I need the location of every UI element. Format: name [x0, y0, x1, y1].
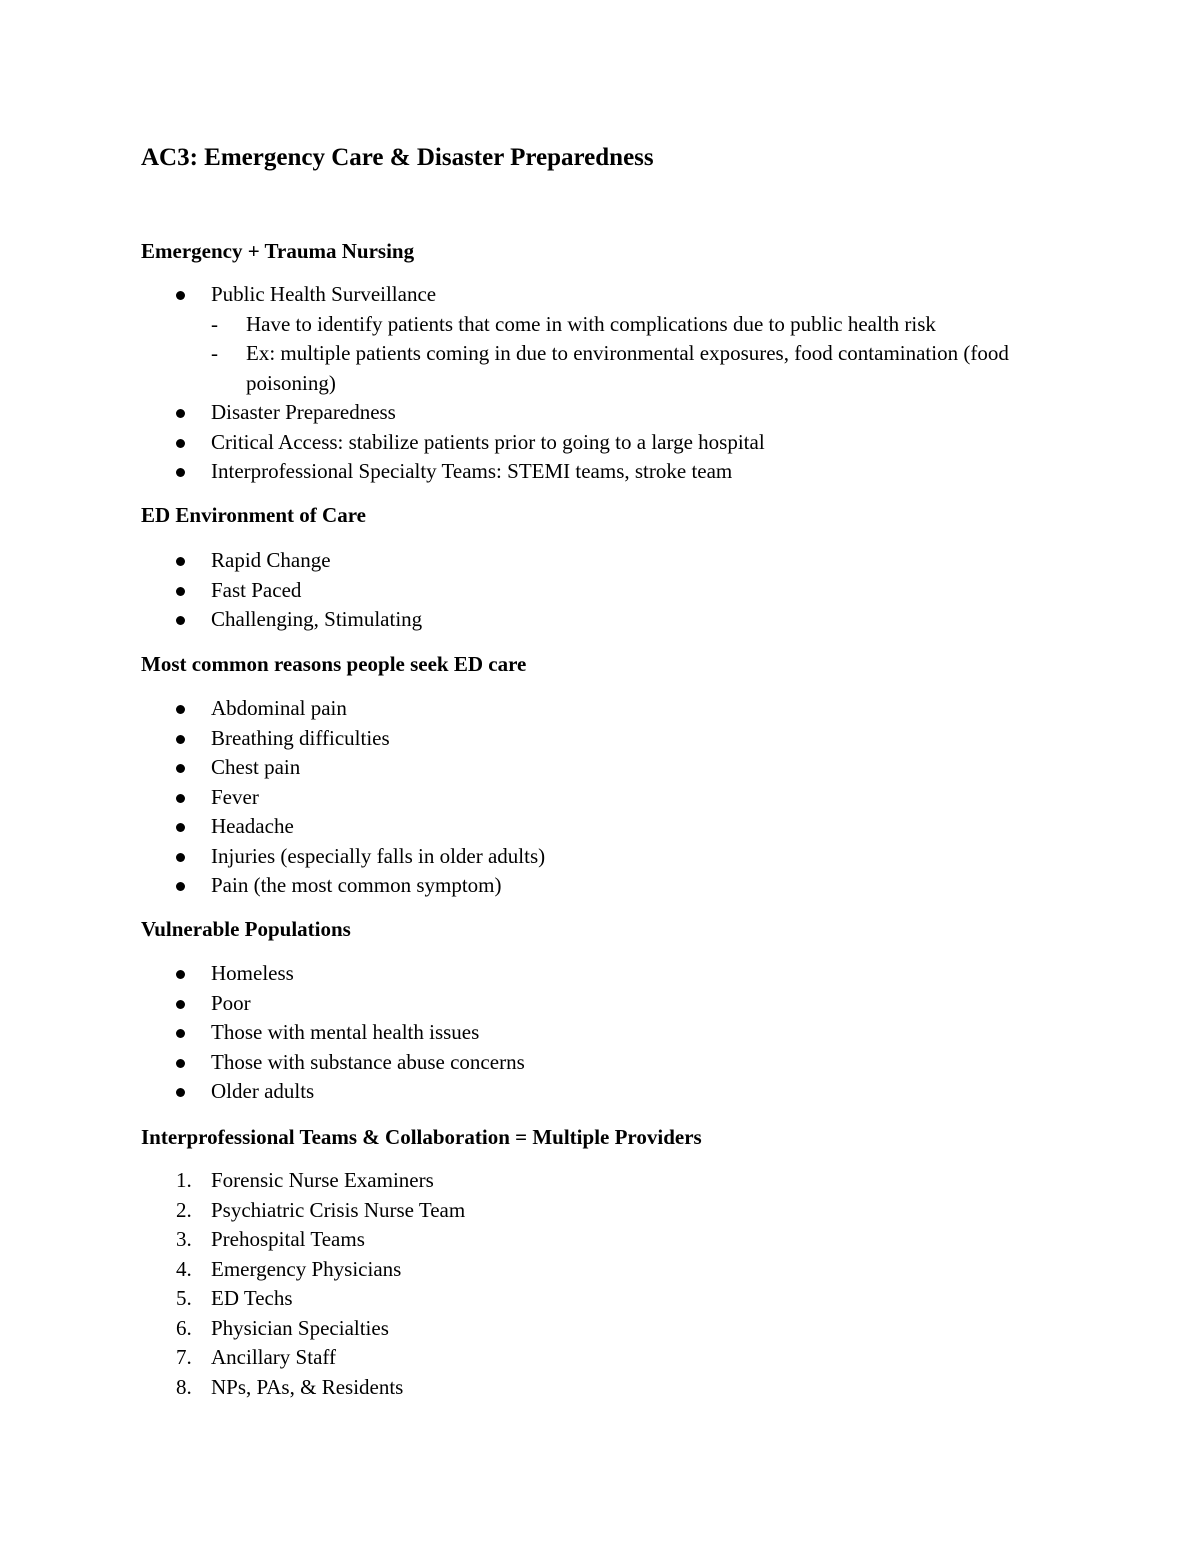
- list-item-text: Those with substance abuse concerns: [211, 1049, 525, 1074]
- bullet-icon: [176, 468, 185, 477]
- list-item: [0, 812, 545, 842]
- numbered-list-item: [0, 1196, 465, 1226]
- list-item: [0, 753, 545, 783]
- dash-marker: -: [211, 311, 218, 336]
- list-number: 4.: [176, 1256, 192, 1281]
- list-item: [0, 576, 422, 606]
- list-item-text: ED Techs: [211, 1286, 293, 1310]
- list-item-text: Psychiatric Crisis Nurse Team: [211, 1197, 466, 1222]
- bullet-icon: [176, 705, 185, 714]
- bullet-icon: [176, 616, 185, 625]
- numbered-list-item: [0, 1373, 465, 1403]
- list-item: [0, 546, 422, 576]
- list-item-text: Pain (the most common symptom): [211, 873, 502, 897]
- list-item-text: Emergency Physicians: [211, 1256, 402, 1281]
- bullet-icon: [176, 853, 185, 862]
- list-item: [0, 1018, 525, 1048]
- list-item-text: Fever: [211, 784, 259, 809]
- numbered-list-item: [0, 1255, 465, 1285]
- numbered-list-item: [0, 1314, 465, 1344]
- section-heading-emergency-trauma: Emergency + Trauma Nursing: [141, 239, 415, 263]
- list-item: [0, 959, 525, 989]
- list-item-text: Poor: [211, 990, 251, 1015]
- list-item: [0, 398, 1066, 428]
- sub-list-item-text: Ex: multiple patients coming in due to environmental exposures, food contamination (food poisoning): [246, 341, 1009, 395]
- bullet-icon: [176, 1029, 185, 1038]
- bullet-icon: [176, 1088, 185, 1097]
- list-item: [0, 457, 1066, 487]
- list-item: [0, 428, 1066, 458]
- list-item-text: Injuries (especially falls in older adults): [211, 843, 546, 868]
- list-item-text: Fast Paced: [211, 577, 302, 602]
- list-number: 5.: [176, 1286, 192, 1310]
- emergency-trauma-list: [0, 280, 1066, 487]
- bullet-icon: [176, 291, 185, 300]
- bullet-icon: [176, 823, 185, 832]
- bullet-icon: [176, 794, 185, 803]
- list-item-text: Forensic Nurse Examiners: [211, 1168, 434, 1192]
- list-item: [0, 783, 545, 813]
- section-heading-interprofessional-teams: Interprofessional Teams & Collaboration = Multiple Providers: [141, 1125, 702, 1149]
- list-item: [0, 871, 545, 901]
- ed-environment-list: [0, 546, 422, 635]
- list-item-text: NPs, PAs, & Residents: [211, 1374, 404, 1399]
- bullet-icon: [176, 735, 185, 744]
- common-reasons-list: [0, 694, 545, 901]
- list-item: [0, 605, 422, 635]
- list-item-text: Prehospital Teams: [211, 1227, 365, 1251]
- document-title: AC3: Emergency Care & Disaster Preparedness: [141, 144, 654, 171]
- list-item-text: Interprofessional Specialty Teams: STEMI teams, stroke team: [211, 459, 733, 483]
- vulnerable-populations-list: [0, 959, 525, 1107]
- bullet-icon: [176, 970, 185, 979]
- dash-marker: -: [211, 341, 218, 365]
- bullet-icon: [176, 557, 185, 566]
- list-item-text: Abdominal pain: [211, 696, 347, 720]
- list-item-text: Older adults: [211, 1079, 315, 1103]
- sub-list-item: [211, 310, 1066, 340]
- list-item-text: Those with mental health issues: [211, 1020, 480, 1044]
- numbered-list-item: [0, 1343, 465, 1373]
- list-item-text: Ancillary Staff: [211, 1345, 336, 1369]
- list-item: [0, 694, 545, 724]
- list-item: [0, 989, 525, 1019]
- list-item-text: Breathing difficulties: [211, 725, 390, 750]
- list-number: 6.: [176, 1315, 192, 1340]
- list-number: 2.: [176, 1197, 192, 1222]
- bullet-icon: [176, 409, 185, 418]
- numbered-list-item: [0, 1166, 465, 1196]
- list-item-text: Homeless: [211, 961, 294, 985]
- list-item-text: Physician Specialties: [211, 1315, 389, 1340]
- list-number: 8.: [176, 1374, 192, 1399]
- bullet-icon: [176, 439, 185, 448]
- list-item: [0, 280, 1066, 398]
- sub-list-item: [211, 339, 1066, 398]
- list-item-text: Rapid Change: [211, 548, 331, 572]
- list-number: 1.: [176, 1168, 192, 1192]
- list-item-text: Headache: [211, 814, 294, 838]
- list-item-text: Chest pain: [211, 755, 301, 779]
- section-heading-common-reasons: Most common reasons people seek ED care: [141, 652, 527, 676]
- section-heading-ed-environment: ED Environment of Care: [141, 503, 366, 527]
- list-item: [0, 1077, 525, 1107]
- sub-list: [211, 310, 1066, 399]
- bullet-icon: [176, 1059, 185, 1068]
- list-number: 3.: [176, 1227, 192, 1251]
- bullet-icon: [176, 882, 185, 891]
- section-heading-vulnerable-populations: Vulnerable Populations: [141, 917, 351, 941]
- list-item: [0, 724, 545, 754]
- interprofessional-teams-list: [0, 1166, 465, 1402]
- numbered-list-item: [0, 1284, 465, 1314]
- list-item: [0, 842, 545, 872]
- bullet-icon: [176, 587, 185, 596]
- list-number: 7.: [176, 1345, 192, 1369]
- list-item: [0, 1048, 525, 1078]
- list-item-text: Public Health Surveillance: [211, 282, 437, 306]
- bullet-icon: [176, 1000, 185, 1009]
- list-item-text: Challenging, Stimulating: [211, 607, 423, 631]
- list-item-text: Critical Access: stabilize patients prior to going to a large hospital: [211, 429, 765, 454]
- sub-list-item-text: Have to identify patients that come in with complications due to public health risk: [246, 311, 936, 336]
- numbered-list-item: [0, 1225, 465, 1255]
- list-item-text: Disaster Preparedness: [211, 400, 396, 424]
- bullet-icon: [176, 764, 185, 773]
